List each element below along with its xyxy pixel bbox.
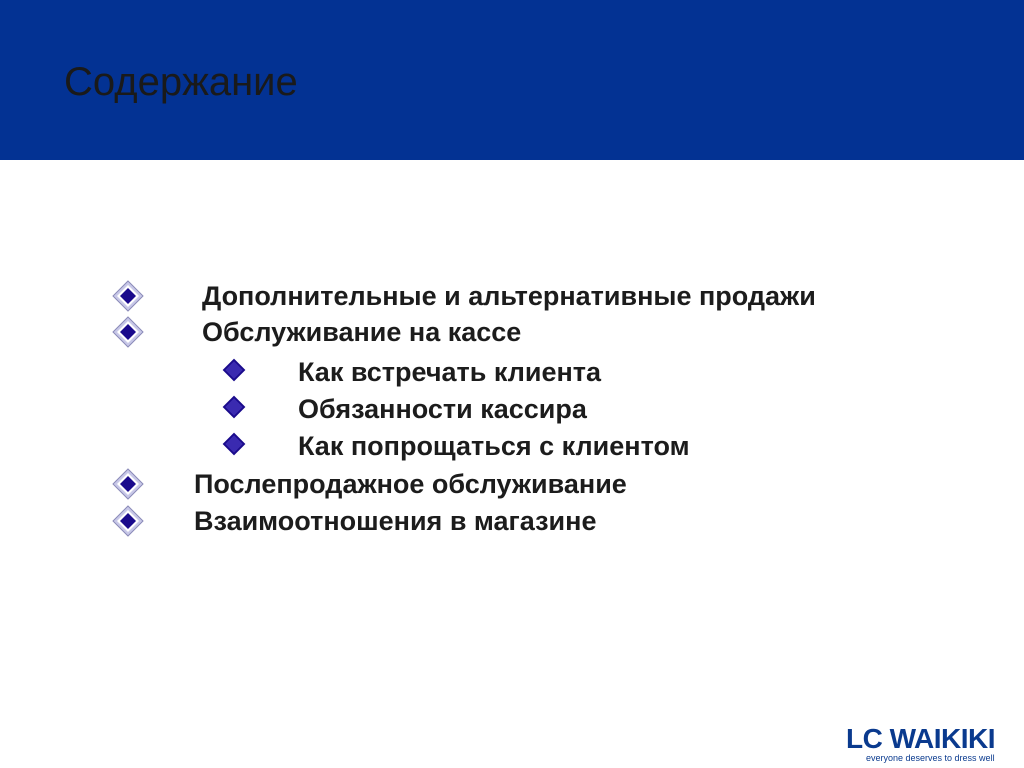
list-item-text: Как попрощаться с клиентом [298, 431, 690, 461]
logo-wordmark: LC WAIKIKI [846, 723, 995, 754]
logo-tagline: everyone deserves to dress well [866, 753, 995, 763]
list-item [112, 468, 932, 504]
list-item [216, 430, 936, 466]
diamond-solid-bullet-icon [220, 356, 248, 384]
list-item-text: Обязанности кассира [298, 394, 587, 424]
diamond-solid-bullet-icon [220, 430, 248, 458]
list-item [216, 356, 936, 392]
list-item [216, 393, 936, 429]
list-item [112, 280, 932, 316]
list-item-text: Обслуживание на кассе [202, 317, 522, 347]
list-item-text: Взаимоотношения в магазине [194, 506, 597, 536]
brand-logo [840, 724, 1012, 764]
list-item-text: Послепродажное обслуживание [194, 469, 627, 499]
slide-title: Содержание [64, 60, 298, 104]
diamond-outline-bullet-icon [112, 468, 144, 500]
list-item-text: Как встречать клиента [298, 357, 602, 387]
diamond-outline-bullet-icon [112, 505, 144, 537]
list-item [112, 505, 932, 541]
diamond-outline-bullet-icon [112, 280, 144, 312]
list-item [112, 316, 932, 352]
list-item-text: Дополнительные и альтернативные продажи [202, 281, 816, 311]
diamond-outline-bullet-icon [112, 316, 144, 348]
diamond-solid-bullet-icon [220, 393, 248, 421]
